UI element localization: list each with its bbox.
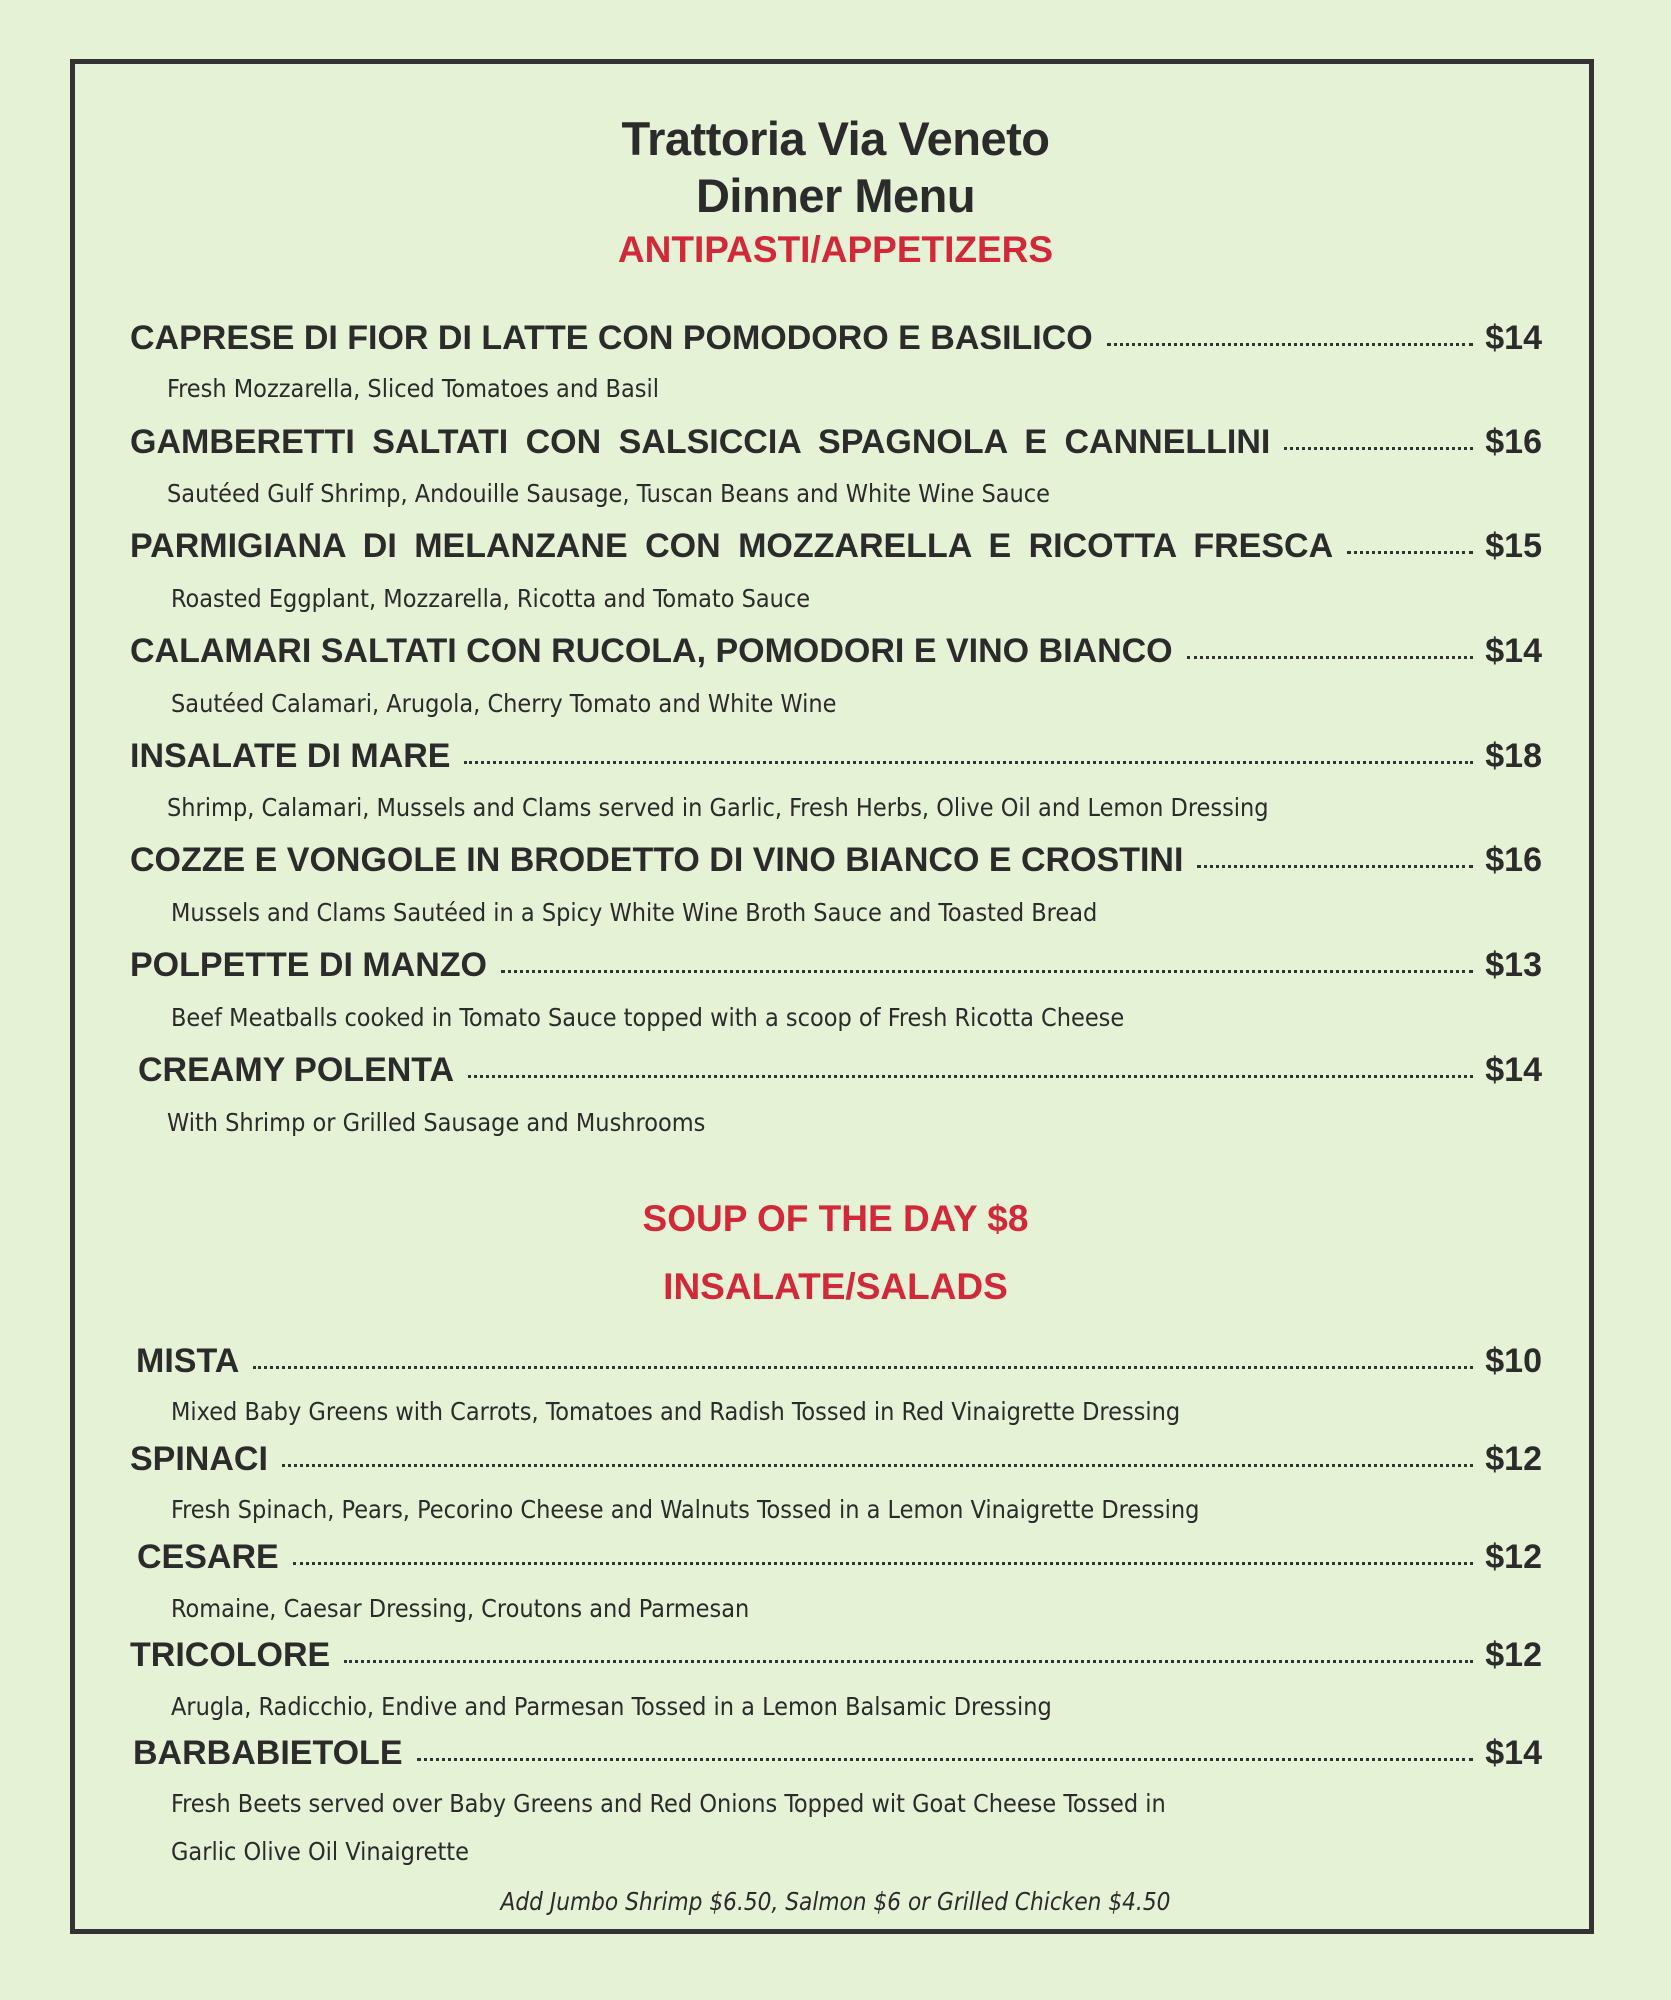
add-on-note: Add Jumbo Shrimp $6.50, Salmon $6 or Grilled Chicken $4.50 [500,1887,1171,1916]
item-price: $18 [1485,737,1542,775]
section-heading-antipasti: ANTIPASTI/APPETIZERS [617,229,1054,270]
item-name: CALAMARI SALTATI CON RUCOLA, POMODORI E VINO BIANCO [130,632,1173,670]
item-price: $14 [1485,632,1542,670]
item-name: CAPRESE DI FIOR DI LATTE CON POMODORO E BASILICO [130,319,1093,357]
item-name: CREAMY POLENTA [138,1051,455,1089]
menu-item [130,634,1542,668]
menu-item [138,1053,1542,1087]
menu-item [130,1638,1542,1672]
menu-item [130,843,1542,877]
item-price: $12 [1485,1636,1542,1674]
item-name: POLPETTE DI MANZO [130,946,487,984]
item-description: Sautéed Gulf Shrimp, Andouille Sausage, Tuscan Beans and White Wine Sauce [167,479,1050,508]
item-price: $12 [1485,1538,1542,1576]
item-price: $16 [1485,841,1542,879]
item-price: $15 [1485,527,1542,565]
dot-leader [468,1075,1473,1078]
item-name: TRICOLORE [130,1636,331,1674]
dot-leader [344,1660,1473,1663]
item-price: $10 [1485,1342,1542,1380]
dot-leader [253,1366,1473,1369]
menu-item [137,1540,1542,1574]
item-price: $16 [1485,423,1542,461]
menu-item [130,321,1542,355]
dot-leader [1347,551,1473,554]
restaurant-name: Trattoria Via Veneto [621,112,1050,165]
item-price: $14 [1485,1051,1542,1089]
dot-leader [293,1562,1474,1565]
item-description-continued: Garlic Olive Oil Vinaigrette [171,1837,469,1866]
item-description: Mixed Baby Greens with Carrots, Tomatoes and Radish Tossed in Red Vinaigrette Dressing [171,1397,1181,1426]
item-name: SPINACI [130,1440,268,1478]
item-name: PARMIGIANA DI MELANZANE CON MOZZARELLA E RICOTTA FRESCA [130,527,1334,565]
item-name: BARBABIETOLE [133,1734,403,1772]
item-description: Mussels and Clams Sautéed in a Spicy White Wine Broth Sauce and Toasted Bread [171,898,1098,927]
menu-item [136,1344,1542,1378]
dot-leader [1187,656,1474,659]
item-description: Fresh Beets served over Baby Greens and Red Onions Topped wit Goat Cheese Tossed in [171,1789,1166,1818]
item-description: Fresh Spinach, Pears, Pecorino Cheese and Walnuts Tossed in a Lemon Vinaigrette Dressing [171,1495,1200,1524]
menu-title: Dinner Menu [695,169,976,222]
menu-item [130,425,1542,459]
menu-item [130,1442,1542,1476]
section-heading-soup: SOUP OF THE DAY $8 [642,1198,1029,1239]
menu-item [130,739,1542,773]
dot-leader [501,970,1473,973]
item-name: COZZE E VONGOLE IN BRODETTO DI VINO BIANCO E CROSTINI [130,841,1184,879]
item-price: $12 [1485,1440,1542,1478]
dot-leader [1107,343,1474,346]
item-price: $13 [1485,946,1542,984]
item-name: INSALATE DI MARE [130,737,451,775]
item-description: Roasted Eggplant, Mozzarella, Ricotta and Tomato Sauce [171,584,811,613]
item-price: $14 [1485,1734,1542,1772]
item-description: Shrimp, Calamari, Mussels and Clams served in Garlic, Fresh Herbs, Olive Oil and Lemon Dressing [167,793,1269,822]
menu-item [133,1736,1542,1770]
item-price: $14 [1485,319,1542,357]
section-heading-salads: INSALATE/SALADS [663,1266,1008,1307]
item-name: CESARE [137,1538,279,1576]
dot-leader [1197,865,1473,868]
menu-item [130,948,1542,982]
item-description: Beef Meatballs cooked in Tomato Sauce topped with a scoop of Fresh Ricotta Cheese [171,1003,1125,1032]
item-description: Fresh Mozzarella, Sliced Tomatoes and Basil [167,374,659,403]
dot-leader [1284,447,1473,450]
dot-leader [464,761,1473,764]
dot-leader [417,1758,1474,1761]
item-description: Sautéed Calamari, Arugola, Cherry Tomato and White Wine [171,689,837,718]
item-name: MISTA [136,1342,240,1380]
item-name: GAMBERETTI SALTATI CON SALSICCIA SPAGNOLA E CANNELLINI [130,423,1271,461]
menu-item [130,529,1542,563]
item-description: Arugla, Radicchio, Endive and Parmesan Tossed in a Lemon Balsamic Dressing [171,1692,1052,1721]
item-description: With Shrimp or Grilled Sausage and Mushrooms [167,1108,706,1137]
dot-leader [282,1464,1473,1467]
item-description: Romaine, Caesar Dressing, Croutons and Parmesan [171,1594,750,1623]
